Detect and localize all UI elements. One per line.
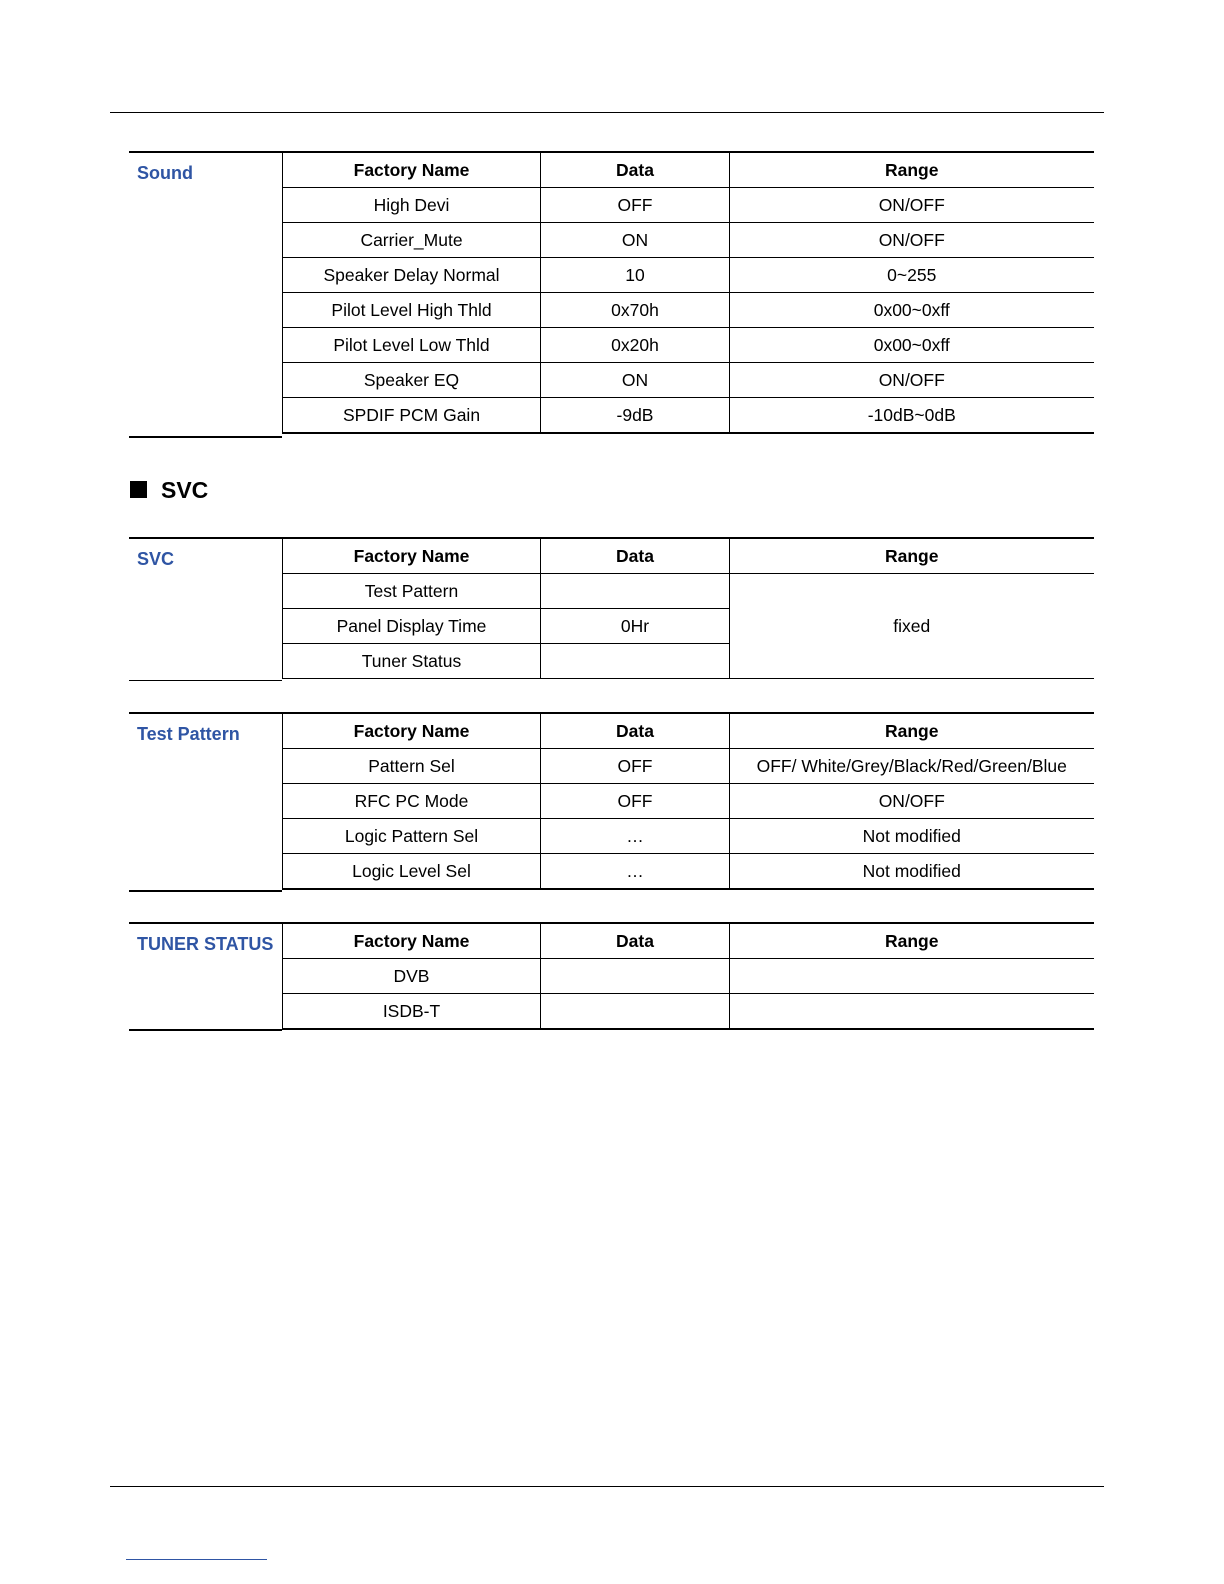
factory-name-cell: SPDIF PCM Gain: [283, 398, 541, 434]
table-row: [283, 258, 1094, 293]
data-cell: OFF: [541, 749, 730, 784]
data-cell: -9dB: [541, 398, 730, 434]
factory-name-cell: Tuner Status: [283, 644, 541, 679]
table-row: [283, 398, 1094, 434]
range-cell-merged: fixed: [730, 574, 1094, 679]
range-cell: Not modified: [730, 819, 1094, 854]
sound-block: [129, 151, 1093, 438]
section-title: [130, 476, 208, 504]
header-factory-name: Factory Name: [283, 152, 541, 188]
header-data: Data: [541, 152, 730, 188]
range-cell: ON/OFF: [730, 784, 1094, 819]
data-cell: …: [541, 819, 730, 854]
factory-name-cell: Speaker Delay Normal: [283, 258, 541, 293]
factory-name-cell: RFC PC Mode: [283, 784, 541, 819]
svc-table: [282, 537, 1094, 679]
factory-name-cell: Pilot Level Low Thld: [283, 328, 541, 363]
factory-name-cell: Logic Pattern Sel: [283, 819, 541, 854]
sound-table: [282, 151, 1094, 434]
header-factory-name: Factory Name: [283, 923, 541, 959]
header-range: Range: [730, 923, 1094, 959]
table-row: [283, 328, 1094, 363]
range-cell: ON/OFF: [730, 188, 1094, 223]
table-row: [283, 819, 1094, 854]
tuner-status-table: [282, 922, 1094, 1030]
factory-name-cell: DVB: [283, 959, 541, 994]
data-cell: [541, 959, 730, 994]
header-range: Range: [730, 713, 1094, 749]
table-header-row: [283, 538, 1094, 574]
data-cell: 0Hr: [541, 609, 730, 644]
data-cell: …: [541, 854, 730, 890]
table-row: [283, 363, 1094, 398]
data-cell: 10: [541, 258, 730, 293]
factory-name-cell: Logic Level Sel: [283, 854, 541, 890]
data-cell: OFF: [541, 188, 730, 223]
range-cell: 0x00~0xff: [730, 328, 1094, 363]
data-cell: [541, 644, 730, 679]
section-title-text: SVC: [161, 477, 209, 503]
tuner-status-label: TUNER STATUS: [129, 922, 282, 1031]
test-pattern-label: Test Pattern: [129, 712, 282, 892]
range-cell: 0x00~0xff: [730, 293, 1094, 328]
data-cell: OFF: [541, 784, 730, 819]
range-cell: OFF/ White/Grey/Black/Red/Green/Blue: [730, 749, 1094, 784]
range-cell: ON/OFF: [730, 363, 1094, 398]
table-row: [283, 574, 1094, 609]
tuner-status-block: [129, 922, 1093, 1031]
range-cell: -10dB~0dB: [730, 398, 1094, 434]
range-cell: Not modified: [730, 854, 1094, 890]
factory-name-cell: Panel Display Time: [283, 609, 541, 644]
data-cell: ON: [541, 223, 730, 258]
table-row: [283, 293, 1094, 328]
table-row: [283, 994, 1094, 1030]
svc-label: SVC: [129, 537, 282, 681]
range-cell: [730, 959, 1094, 994]
data-cell: 0x20h: [541, 328, 730, 363]
test-pattern-table: [282, 712, 1094, 890]
range-cell: 0~255: [730, 258, 1094, 293]
table-header-row: [283, 152, 1094, 188]
factory-name-cell: ISDB-T: [283, 994, 541, 1030]
square-bullet-icon: [130, 481, 147, 498]
footer-rule: [110, 1486, 1104, 1487]
header-range: Range: [730, 538, 1094, 574]
table-header-row: [283, 923, 1094, 959]
table-row: [283, 784, 1094, 819]
header-rule: [110, 112, 1104, 113]
test-pattern-block: [129, 712, 1093, 892]
footer-link-underline[interactable]: [126, 1559, 267, 1560]
factory-name-cell: Pattern Sel: [283, 749, 541, 784]
factory-name-cell: Carrier_Mute: [283, 223, 541, 258]
data-cell: [541, 994, 730, 1030]
data-cell: ON: [541, 363, 730, 398]
table-row: [283, 749, 1094, 784]
data-cell: 0x70h: [541, 293, 730, 328]
table-row: [283, 854, 1094, 890]
svc-block: [129, 537, 1093, 681]
sound-label: Sound: [129, 151, 282, 438]
factory-name-cell: Pilot Level High Thld: [283, 293, 541, 328]
header-data: Data: [541, 713, 730, 749]
table-row: [283, 223, 1094, 258]
header-range: Range: [730, 152, 1094, 188]
header-data: Data: [541, 923, 730, 959]
table-row: [283, 188, 1094, 223]
header-factory-name: Factory Name: [283, 713, 541, 749]
range-cell: [730, 994, 1094, 1030]
table-row: [283, 959, 1094, 994]
range-cell: ON/OFF: [730, 223, 1094, 258]
header-data: Data: [541, 538, 730, 574]
factory-name-cell: Speaker EQ: [283, 363, 541, 398]
table-header-row: [283, 713, 1094, 749]
factory-name-cell: Test Pattern: [283, 574, 541, 609]
header-factory-name: Factory Name: [283, 538, 541, 574]
factory-name-cell: High Devi: [283, 188, 541, 223]
data-cell: [541, 574, 730, 609]
